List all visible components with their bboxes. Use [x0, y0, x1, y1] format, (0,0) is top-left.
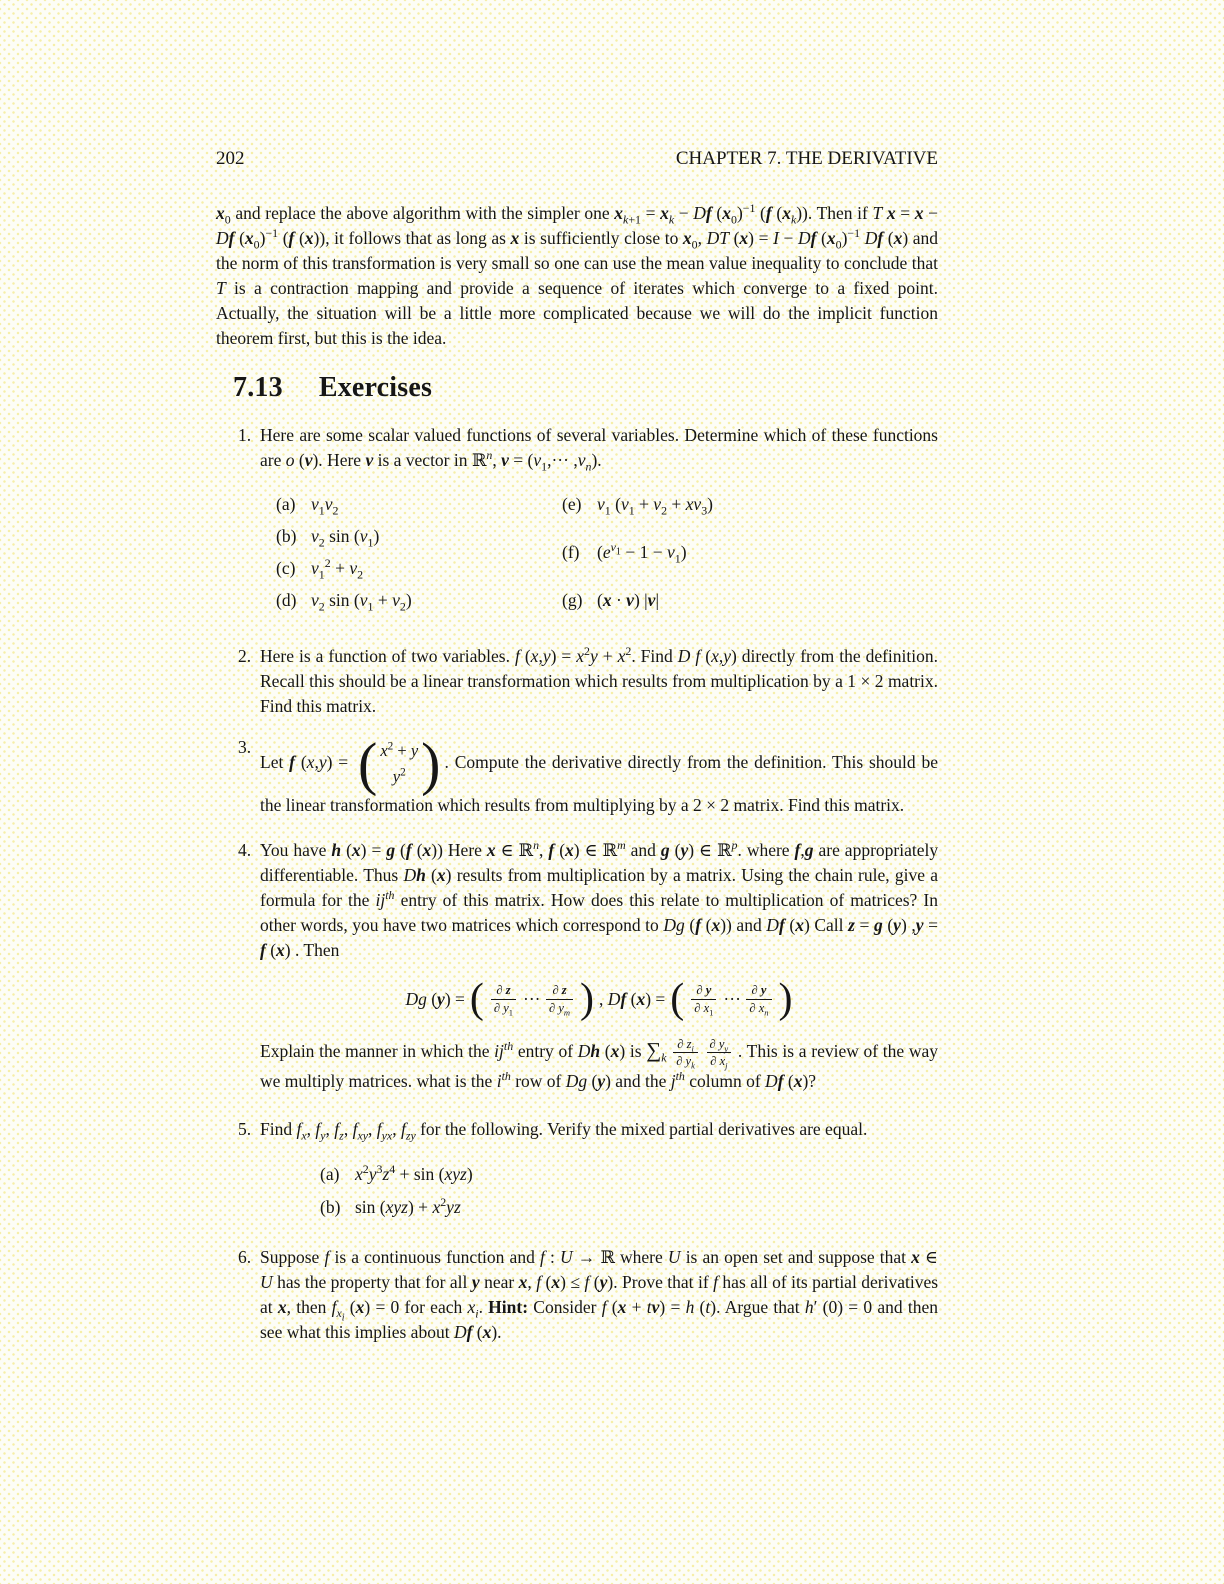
exercise-4-text: You have h (x) = g (f (x)) Here x ∈ ℝ$^n$, f (x) ∈ ℝ$^m$ and g (y) ∈ ℝ$^p$. where f,g are appropriately differentiable. Thus Dh (x) results from multiplication by a matrix. Using the chain rule, give a formula for the $ij^{th}$ entry of this matrix. How does this relate to multiplication of matrices? In other words, you have two matrices which correspond to Dg (f (x)) and Df (x) Call z = g (y) ,y = f (x) . Then — [260, 838, 939, 960]
section-number: 7.13 — [233, 372, 283, 403]
fraction — [691, 983, 716, 1015]
fraction-denominator: ∂ $y_k$ — [676, 1054, 695, 1071]
matrix-right-paren: ) — [421, 730, 441, 797]
item-label: (a) — [276, 494, 296, 514]
fraction-numerator: ∂ $y_y$ — [707, 1037, 732, 1053]
item-label: (a) — [320, 1163, 340, 1184]
item-math: $v_1^2 + v_2$ — [311, 556, 364, 582]
list-item — [320, 1191, 938, 1224]
item-label: (b) — [276, 526, 297, 546]
column-matrix — [358, 730, 441, 797]
exercise-1-number: 1. — [238, 425, 252, 445]
fraction-numerator: ∂ $z_i$ — [673, 1037, 698, 1053]
equation-right-paren: ) — [580, 976, 595, 1022]
item-label: (c) — [276, 558, 296, 578]
section-heading — [233, 372, 938, 404]
section-title: Exercises — [318, 372, 433, 403]
list-item — [276, 555, 562, 582]
fraction-numerator: ∂ z — [546, 983, 573, 999]
page-number: 202 — [216, 148, 245, 169]
list-item — [562, 491, 713, 518]
exercise-5 — [216, 1117, 938, 1224]
exercise-1-items-left — [216, 491, 562, 619]
fraction — [546, 983, 573, 1015]
list-item — [562, 587, 713, 614]
equation-mid: , Df (x) = — [599, 988, 666, 1009]
exercise-1-text: Here are some scalar valued functions of several variables. Determine which of these functions are o (v). Here v is a vector in ℝ$^n$, $v = (v_1,\cdot\cdot\cdot ,v_n)$. — [260, 425, 938, 474]
exercise-2-text: Here is a function of two variables. f $(x,y) = x^2y + x^2$. Find D f (x,y) directly from the definition. Recall this should be a linear transformation which results from multiplication by a 1 × 2 matrix. Find this matrix. — [260, 644, 939, 716]
exercise-1-items-right — [562, 491, 713, 619]
page-content — [216, 148, 938, 1345]
item-math: $(e^{v_1} - 1 - v_1)$ — [597, 540, 687, 566]
list-item — [276, 523, 562, 550]
equation-left-paren: ( — [469, 976, 484, 1022]
fraction-denominator: ∂ $y_m$ — [549, 1000, 571, 1017]
exercise-1 — [216, 423, 938, 473]
exercise-2-number: 2. — [238, 646, 252, 666]
fraction-denominator: ∂ $x_j$ — [710, 1054, 728, 1071]
list-item — [562, 539, 713, 566]
exercise-3-text-after: . Compute the derivative directly from the definition. This should be the linear transformation which results from multiplying by a 2 × 2 matrix. Find this matrix. — [260, 752, 939, 815]
item-label: (b) — [320, 1196, 341, 1217]
fraction — [491, 983, 516, 1015]
item-math: $v_2$ $\sin (v_1)$ — [311, 526, 380, 550]
equation-left-paren: ( — [670, 976, 685, 1022]
equation-right-paren: ) — [778, 976, 793, 1022]
exercise-3 — [216, 730, 939, 818]
matrix-left-paren: ( — [358, 730, 378, 797]
item-label: (g) — [562, 590, 583, 610]
fraction-numerator: ∂ y — [746, 983, 771, 999]
exercise-4-text2-before: Explain the manner in which the $ij^{th}$ entry of Dh (x) is $\sum_k$ — [260, 1037, 667, 1065]
chain-rule-equation — [260, 978, 938, 1020]
fraction-denominator: ∂ $x_n$ — [749, 1000, 769, 1017]
running-header — [216, 148, 938, 170]
matrix-row: $x^2 + y$ — [380, 740, 419, 760]
fraction-numerator: ∂ z — [491, 983, 516, 999]
exercise-6-text: Suppose f is a continuous function and f : U → ℝ where U is an open set and suppose that x ∈ U has the property that for all y near x, f (x) ≤ f (y). Prove that if f has all of its partial derivatives at x, then $f_{x_i}$ (x) = 0 for each $x_i$. Hint: Consider f (x + tv) = h (t). Argue that h′ (0) = 0 and then see what this implies about Df (x). — [260, 1246, 939, 1342]
item-math: $v_2$ $\sin (v_1 + v_2)$ — [311, 590, 412, 614]
exercise-5-number: 5. — [238, 1118, 252, 1139]
matrix-row: $y^2$ — [392, 766, 406, 786]
fraction — [673, 1037, 698, 1069]
exercise-3-text-before: Let f (x,y) = — [260, 752, 349, 773]
list-item — [276, 587, 562, 614]
fraction — [746, 983, 771, 1015]
list-item — [276, 491, 562, 518]
exercise-4-number: 4. — [238, 840, 252, 860]
exercise-2 — [216, 644, 938, 719]
fraction-numerator: ∂ y — [691, 983, 716, 999]
matrix-rows — [380, 738, 418, 790]
intro-paragraph: $x_0$ and replace the above algorithm with the simpler one $x_{k+1} = x_k - Df$ $(x_0)^{-1}$ (f $(x_k)$). Then if T x = x − Df $(x_0)^{-1}$ (f (x)), it follows that as long as x is sufficiently close to $x_0$, DT (x) = I − Df $(x_0)^{-1}$ Df (x) and the norm of this transformation is very small so one can use the mean value inequality to conclude that T is a contraction mapping and provide a sequence of iterates which converge to a fixed point. Actually, the situation will be a little more complicated because we will do the implicit function theorem first, but this is the idea. — [216, 201, 939, 348]
chapter-title: CHAPTER 7. THE DERIVATIVE — [675, 148, 938, 169]
item-label: (f) — [562, 542, 580, 562]
exercise-4-text2-after: . This is a review of the way we multiply matrices. what is the $i^{th}$ row of Dg (y) and the $j^{th}$ column of Df (x)? — [260, 1040, 939, 1091]
item-math: $v_1v_2$ — [311, 494, 339, 518]
exercise-6-number: 6. — [238, 1246, 252, 1267]
exercise-5-items — [260, 1158, 938, 1224]
equation-dots: ··· — [523, 988, 541, 1009]
item-label: (d) — [276, 590, 297, 610]
equation-dots: ··· — [723, 988, 741, 1009]
fraction-denominator: ∂ $x_1$ — [694, 1000, 714, 1017]
item-math: $v_1$ $(v_1 + v_2 + xv_3)$ — [597, 494, 713, 518]
list-item — [320, 1158, 938, 1191]
item-math: $x^2y^3z^4 + \sin (xyz)$ — [355, 1161, 473, 1184]
item-label: (e) — [562, 494, 582, 514]
item-math: $\sin (xyz) + x^2yz$ — [355, 1194, 461, 1217]
exercise-1-items — [216, 491, 938, 619]
equation-lhs: Dg (y) = — [405, 988, 465, 1009]
fraction — [707, 1037, 732, 1069]
fraction-denominator: ∂ $y_1$ — [493, 1000, 514, 1017]
exercise-6 — [216, 1245, 938, 1345]
item-math: (x · v) |v| — [597, 590, 659, 610]
exercise-3-number: 3. — [238, 737, 252, 757]
exercise-4 — [216, 838, 938, 1094]
exercise-5-text: Find $f_x$, $f_y$, $f_z$, $f_{xy}$, $f_{yx}$, $f_{zy}$ for the following. Verify the mixed partial derivatives are equal. — [260, 1118, 868, 1143]
